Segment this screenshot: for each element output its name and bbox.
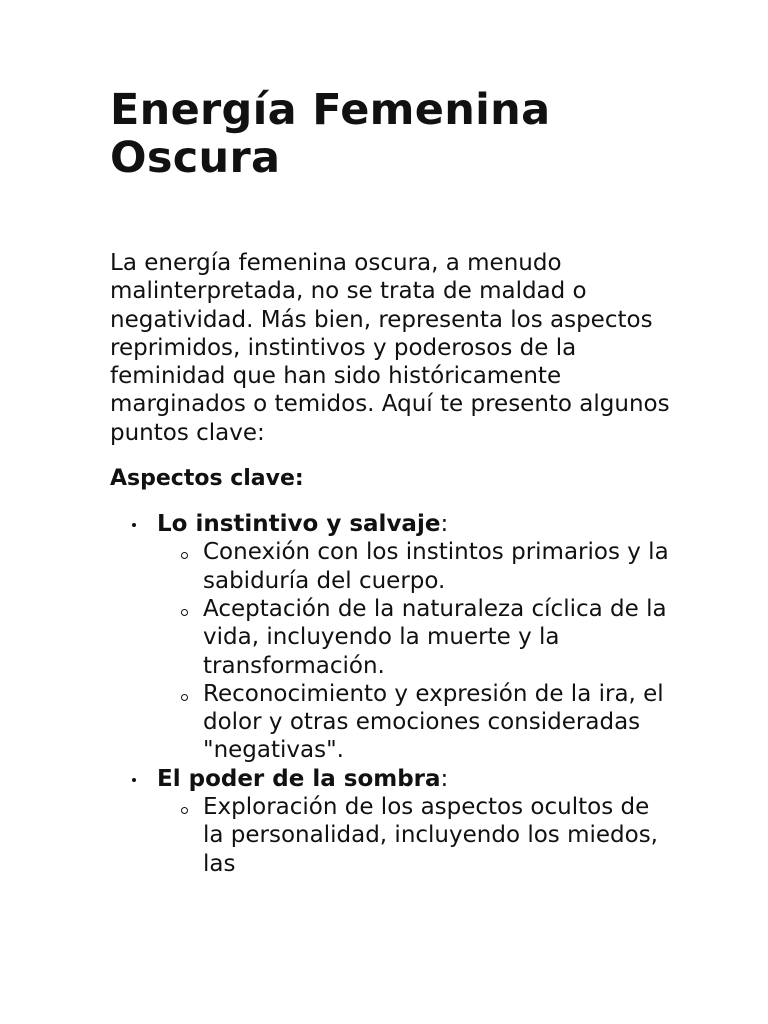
sub-list-item [157,680,670,765]
document-page [110,86,670,878]
bullet-circle-icon [181,609,188,616]
sub-list-item-text: Reconocimiento y expresión de la ira, el dolor y otras emociones consideradas "negativas". [203,680,664,764]
bullet-circle-icon [181,552,188,559]
list-item [110,510,670,765]
list-item-suffix: : [440,511,449,538]
bullet-circle-icon [181,807,188,814]
list-item-heading: Lo instintivo y salvaje [157,511,441,538]
sub-list-item-text: Conexión con los instintos primarios y la sabiduría del cuerpo. [203,539,669,594]
sub-list-item-text: Aceptación de la naturaleza cíclica de la vida, incluyendo la muerte y la transformación. [203,595,667,679]
bullet-circle-icon [181,694,188,701]
sub-list [157,793,670,878]
key-aspects-list [110,510,670,878]
section-heading: Aspectos clave: [110,466,304,492]
sub-list-item [157,538,670,595]
sub-list-item [157,793,670,878]
sub-list-item [157,595,670,680]
sub-list-item-text: Exploración de los aspectos ocultos de la personalidad, incluyendo los miedos, las [203,794,658,877]
intro-paragraph: La energía femenina oscura, a menudo malinterpretada, no se trata de maldad o negatividad. Más bien, representa los aspectos reprimidos, instintivos y poderosos de la feminidad que han sido históricamente marginados o temidos. Aquí te presento algunos puntos clave: [110,250,670,446]
bullet-disc-icon [132,778,136,782]
bullet-disc-icon [132,523,136,527]
sub-list [157,538,670,764]
list-item-heading: El poder de la sombra [157,765,441,792]
document-title: Energía Femenina Oscura [110,85,551,183]
list-item-suffix: : [440,765,449,792]
list-item [110,765,670,878]
